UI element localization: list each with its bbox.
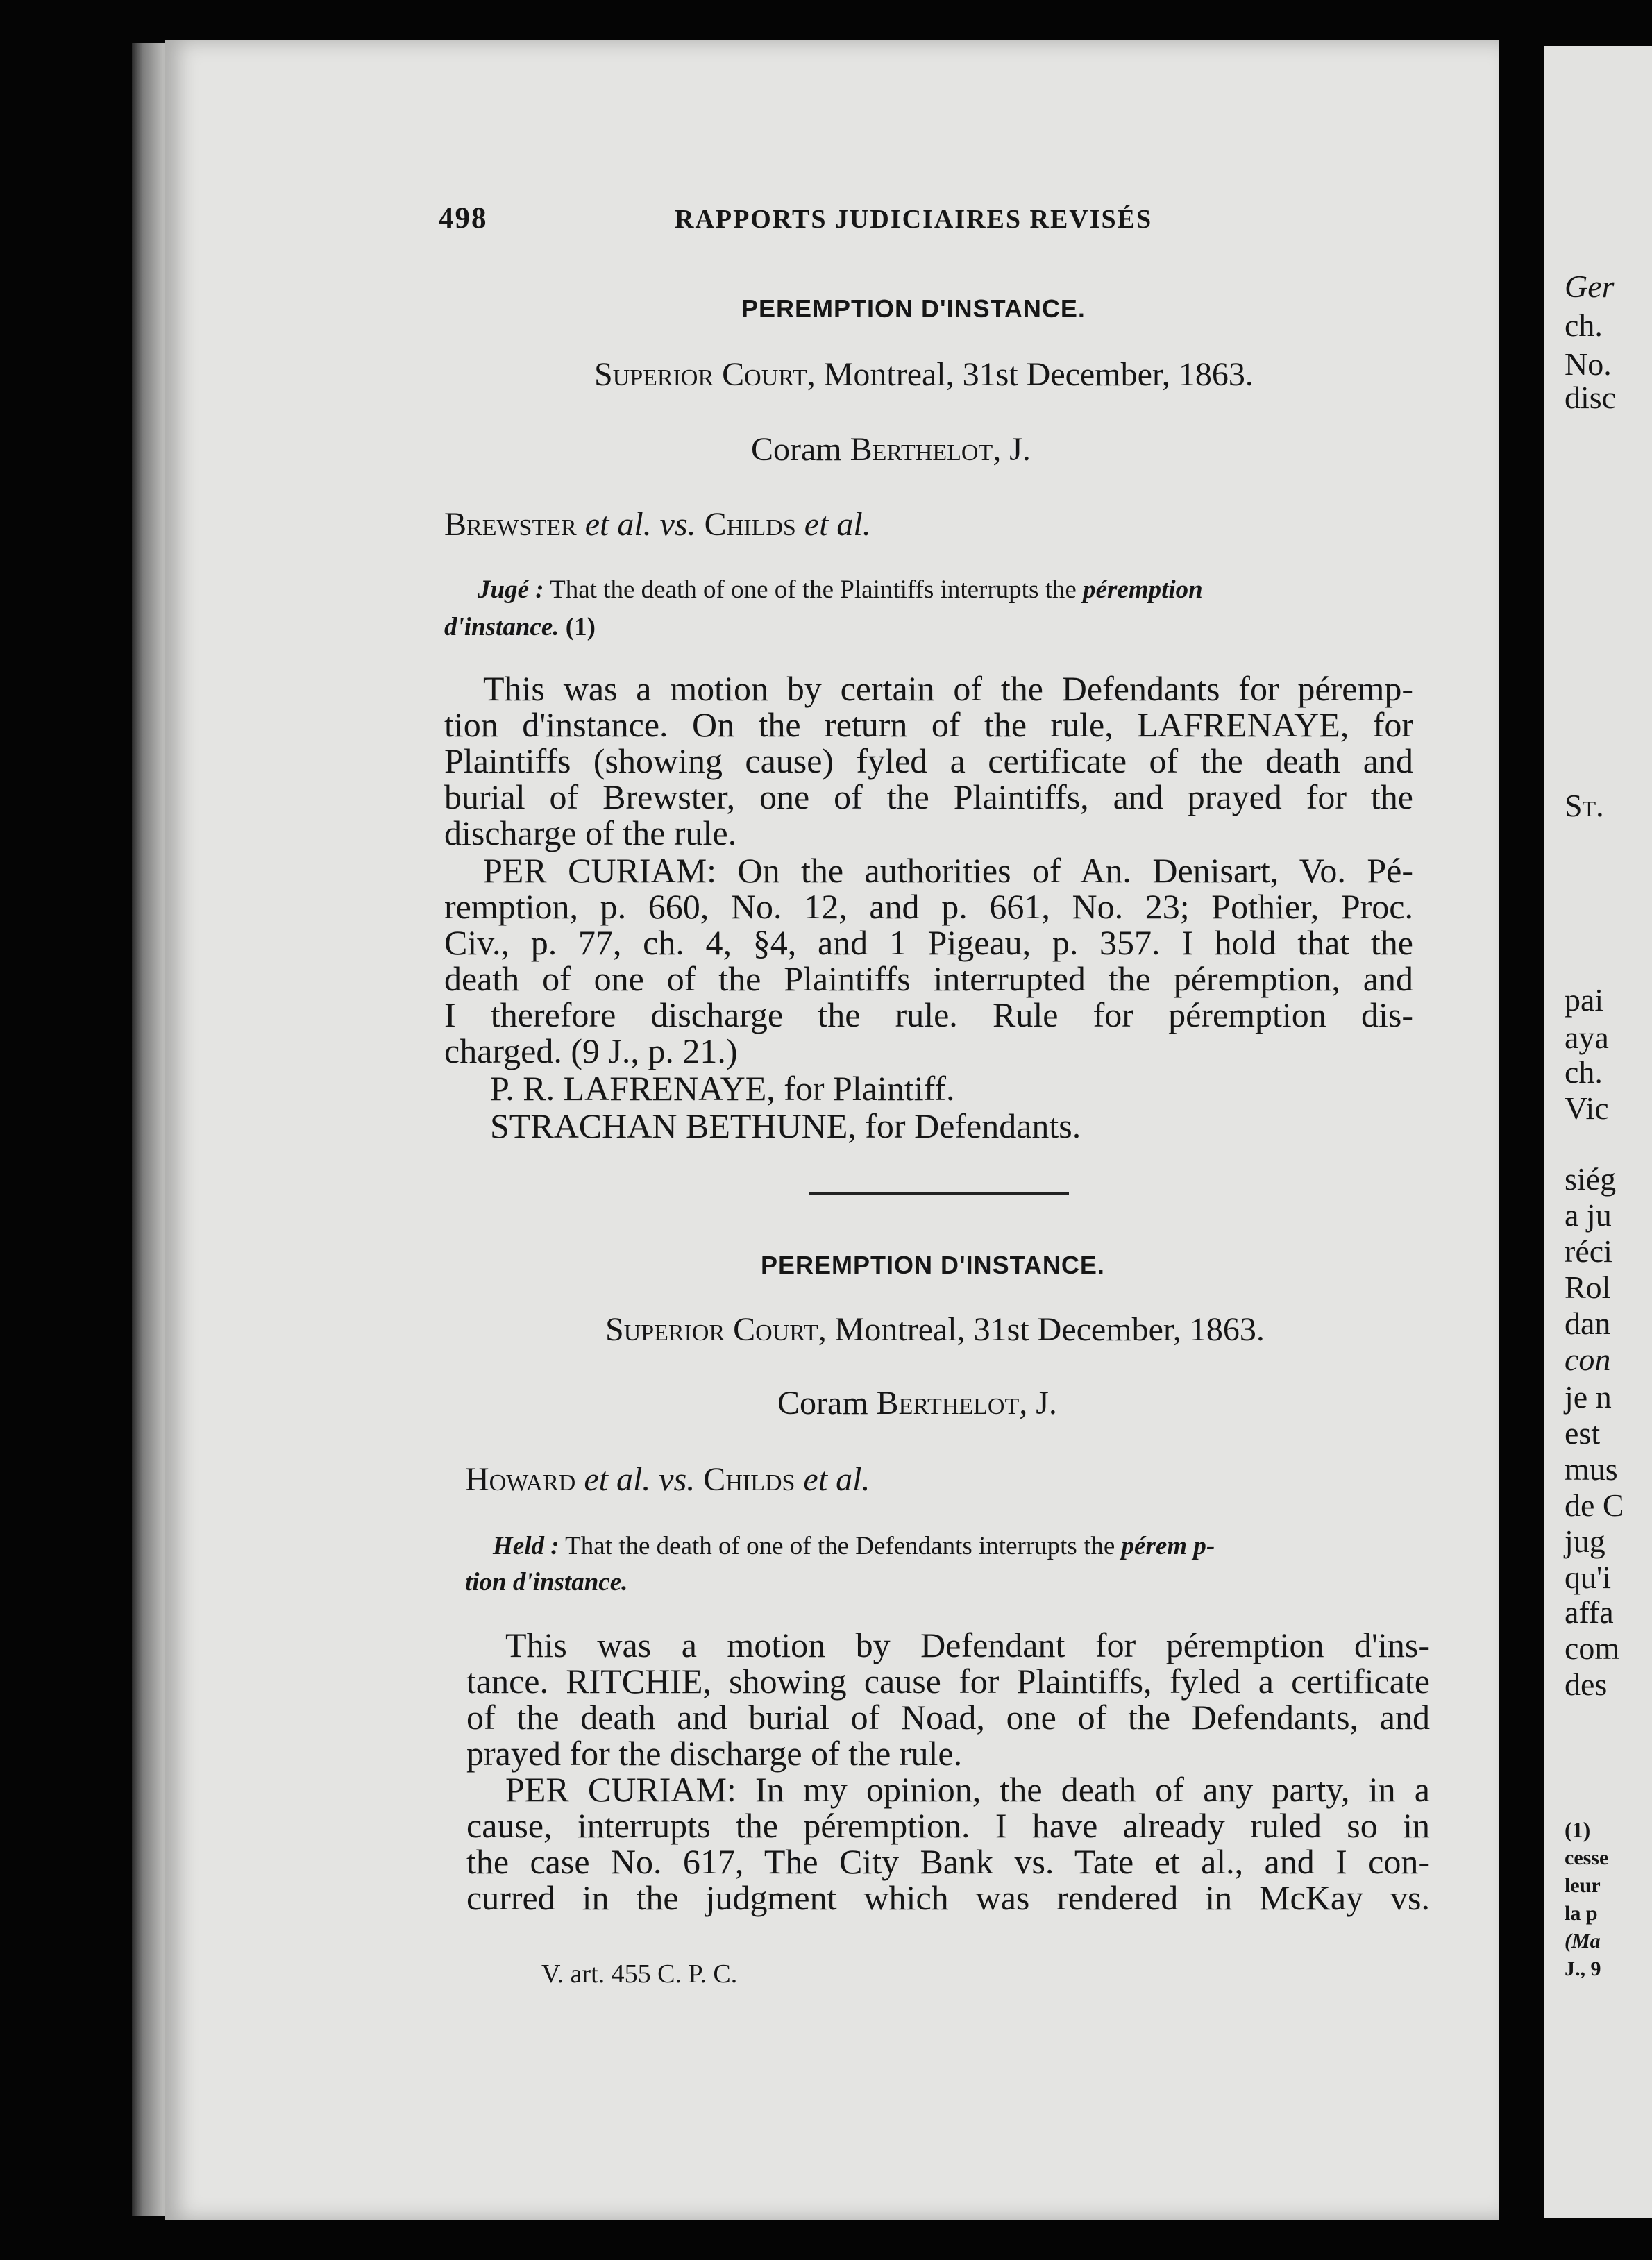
case2-coram-suffix: , J. xyxy=(1019,1385,1057,1422)
facing-page-fragment: Ger xyxy=(1565,269,1615,304)
case1-para2-line: death of one of the Plaintiffs interrupted the péremption, and xyxy=(444,959,1413,998)
case1-para2-line: Civ., p. 77, ch. 4, §4, and 1 Pigeau, p. 357. I hold that the xyxy=(444,923,1413,962)
case2-court-line xyxy=(605,1310,1265,1349)
case2-holding-italic: pérem p- xyxy=(1121,1532,1215,1560)
facing-page-fragment: ch. xyxy=(1565,307,1603,343)
case1-holding-footnote-ref: (1) xyxy=(559,613,596,641)
case1-para2-line: remption, p. 660, No. 12, and p. 661, No. 23; Pothier, Proc. xyxy=(444,887,1413,926)
case1-coram-prefix: Coram xyxy=(751,431,850,468)
facing-page-fragment: leur xyxy=(1565,1874,1601,1897)
case1-para1-line: Plaintiffs (showing cause) fyled a certificate of the death and xyxy=(444,741,1413,780)
case1-parties xyxy=(444,505,871,543)
case1-holding-line1 xyxy=(478,575,1203,605)
facing-page-fragment: J., 9 xyxy=(1565,1957,1601,1980)
case1-para2-line: PER CURIAM: On the authorities of An. Denisart, Vo. Pé- xyxy=(483,851,1413,890)
running-title: RAPPORTS JUDICIAIRES REVISÉS xyxy=(675,205,1153,234)
case1-party1: Brewster xyxy=(444,506,577,543)
facing-page-fragment: dan xyxy=(1565,1306,1611,1341)
case1-party2: Childs xyxy=(704,506,796,543)
case1-holding-line2 xyxy=(444,612,596,642)
case2-para1-line: tance. RITCHIE, showing cause for Plaintiffs, fyled a certificate xyxy=(466,1662,1430,1701)
facing-page-fragment: affa xyxy=(1565,1594,1614,1630)
facing-page-fragment: No. xyxy=(1565,346,1612,382)
case1-judge-name: Berthelot xyxy=(850,431,993,468)
case1-caption: PEREMPTION D'INSTANCE. xyxy=(741,294,1086,323)
case1-holding-italic: péremption xyxy=(1083,575,1203,604)
case1-court-name: Superior Court xyxy=(594,356,807,393)
facing-page-fragment: com xyxy=(1565,1630,1620,1666)
case1-para1-line: burial of Brewster, one of the Plaintiffs, and prayed for the xyxy=(444,777,1413,816)
facing-page-fragment: St. xyxy=(1565,788,1604,823)
case2-paragraph2 xyxy=(466,1771,1430,1916)
case1-coram-suffix: , J. xyxy=(993,431,1031,468)
case1-party2-suffix: et al. xyxy=(795,506,871,543)
facing-page-fragment: des xyxy=(1565,1667,1608,1702)
facing-page-fragment: pai xyxy=(1565,982,1604,1018)
case2-para2-line: curred in the judgment which was rendered in McKay vs. xyxy=(466,1878,1430,1917)
case1-para1-line: This was a motion by certain of the Defendants for péremp- xyxy=(483,669,1413,708)
facing-page-fragment: aya xyxy=(1565,1020,1609,1055)
case2-para2-line: PER CURIAM: In my opinion, the death of any party, in a xyxy=(505,1770,1430,1809)
case2-para1-line: prayed for the discharge of the rule. xyxy=(466,1734,963,1773)
case2-para1-line: of the death and burial of Noad, one of the Defendants, and xyxy=(466,1698,1430,1737)
case1-coram-line xyxy=(751,430,1031,469)
facing-page-fragment: réci xyxy=(1565,1233,1612,1269)
facing-page-fragment: est xyxy=(1565,1415,1601,1451)
facing-page-fragment: jug xyxy=(1565,1524,1605,1559)
case2-holding-line2 xyxy=(465,1567,627,1597)
case2-coram-line xyxy=(777,1384,1057,1422)
case2-para1-line: This was a motion by Defendant for péremption d'ins- xyxy=(505,1626,1430,1664)
case2-holding-italic2: tion d'instance. xyxy=(465,1568,628,1596)
facing-page-fragment: qu'i xyxy=(1565,1560,1612,1595)
case1-paragraph1 xyxy=(444,671,1413,851)
case2-court-rest: , Montreal, 31st December, 1863. xyxy=(818,1311,1265,1348)
case2-judge-name: Berthelot xyxy=(876,1385,1020,1422)
case2-holding-text: That the death of one of the Defendants interrupts the xyxy=(559,1532,1122,1560)
case2-holding-label: Held : xyxy=(493,1532,559,1560)
facing-page-fragment: Rol xyxy=(1565,1270,1611,1305)
section-divider xyxy=(809,1192,1069,1195)
facing-page-fragment: (1) xyxy=(1565,1817,1591,1842)
case1-court-rest: , Montreal, 31st December, 1863. xyxy=(807,356,1254,393)
facing-page-fragment: je n xyxy=(1565,1379,1612,1415)
facing-page-fragment: (Ma xyxy=(1565,1930,1601,1953)
facing-page-fragment: disc xyxy=(1565,380,1617,415)
case2-party2: Childs xyxy=(703,1461,795,1498)
case2-para2-line: the case No. 617, The City Bank vs. Tate et al., and I con- xyxy=(466,1842,1430,1881)
case1-party1-suffix: et al. vs. xyxy=(576,506,705,543)
case2-party2-suffix: et al. xyxy=(795,1461,870,1498)
case2-paragraph1 xyxy=(466,1627,1430,1771)
footnote: V. art. 455 C. P. C. xyxy=(541,1959,738,1989)
case2-parties xyxy=(465,1460,870,1499)
case1-counsel-plaintiff: P. R. LAFRENAYE, for Plaintiff. xyxy=(490,1069,955,1108)
facing-page-fragment: ch. xyxy=(1565,1054,1603,1090)
case1-holding-label: Jugé : xyxy=(478,575,544,604)
case2-holding-line1 xyxy=(493,1531,1215,1561)
case2-party1: Howard xyxy=(465,1461,576,1498)
case1-holding-italic2: d'instance. xyxy=(444,613,559,641)
case2-caption: PEREMPTION D'INSTANCE. xyxy=(761,1251,1105,1279)
facing-page-fragment: a ju xyxy=(1565,1197,1612,1233)
facing-page-fragment: con xyxy=(1565,1342,1611,1377)
case1-para1-line: tion d'instance. On the return of the rule, LAFRENAYE, for xyxy=(444,705,1413,744)
facing-page-fragment: siég xyxy=(1565,1161,1617,1197)
case1-para1-line: discharge of the rule. xyxy=(444,813,737,852)
facing-page-fragment: mus xyxy=(1565,1451,1618,1487)
case2-party1-suffix: et al. vs. xyxy=(575,1461,704,1498)
case1-para2-line: charged. (9 J., p. 21.) xyxy=(444,1031,738,1070)
facing-page-fragment: la p xyxy=(1565,1902,1598,1925)
case2-para2-line: cause, interrupts the péremption. I have already ruled so in xyxy=(466,1806,1430,1845)
case2-court-name: Superior Court xyxy=(605,1311,818,1348)
case1-holding-text: That the death of one of the Plaintiffs interrupts the xyxy=(543,575,1084,604)
facing-page-fragment: cesse xyxy=(1565,1846,1609,1869)
facing-page-fragment: Vic xyxy=(1565,1090,1609,1126)
facing-page-fragment: de C xyxy=(1565,1487,1624,1523)
page-number: 498 xyxy=(439,202,488,235)
case1-para2-line: I therefore discharge the rule. Rule for péremption dis- xyxy=(444,995,1413,1034)
case2-coram-prefix: Coram xyxy=(777,1385,877,1422)
case1-court-line xyxy=(594,355,1254,394)
case1-counsel-defendants: STRACHAN BETHUNE, for Defendants. xyxy=(490,1106,1081,1145)
case1-paragraph2 xyxy=(444,852,1413,1069)
